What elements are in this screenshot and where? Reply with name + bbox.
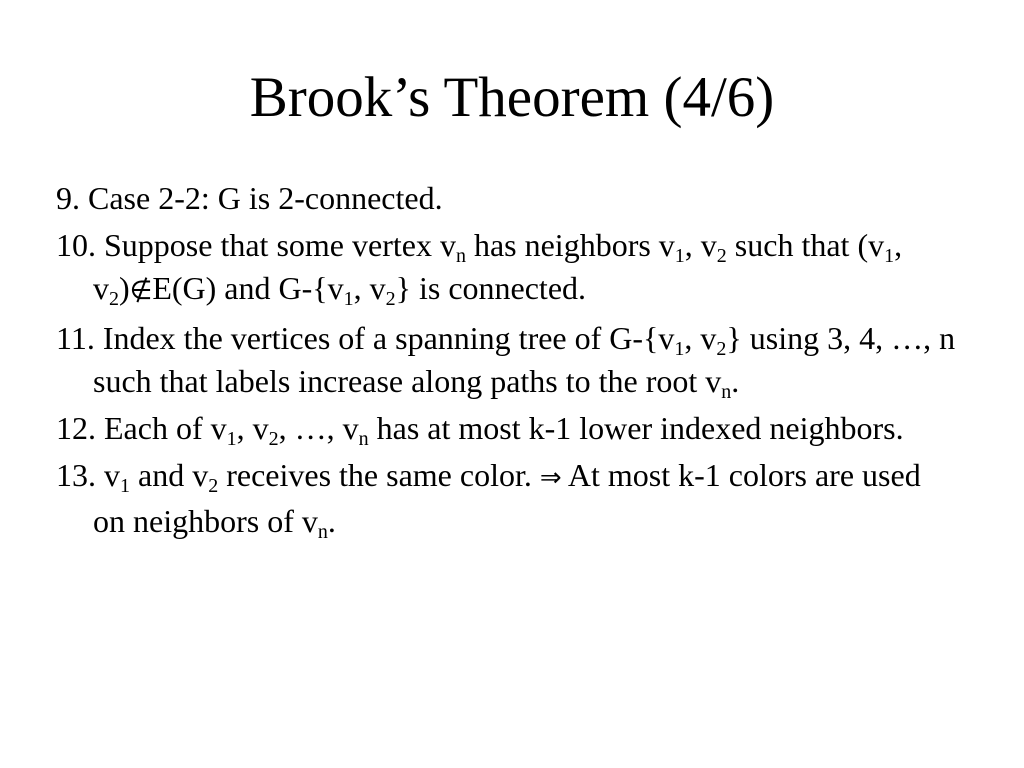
item-text: , …, v	[278, 410, 359, 446]
subscript: 2	[109, 288, 119, 310]
subscript: n	[317, 521, 328, 543]
subscript: 2	[716, 338, 727, 360]
item-text: .	[327, 503, 336, 539]
subscript: n	[721, 381, 732, 403]
subscript: 1	[884, 245, 895, 267]
item-text: such that (v	[726, 227, 885, 263]
item-text: and v	[130, 457, 209, 493]
subscript: n	[455, 245, 466, 267]
item-text: 9. Case 2-2: G is 2-connected.	[56, 180, 443, 216]
item-text: , v	[93, 227, 903, 306]
item-text: 12. Each of v	[56, 410, 227, 446]
slide-title: Brook’s Theorem (4/6)	[249, 66, 775, 129]
item-text: )	[119, 270, 130, 306]
item-text: 13. v	[56, 457, 120, 493]
item-text: , v	[684, 320, 717, 356]
list-item-10	[56, 224, 956, 313]
item-text: has neighbors v	[465, 227, 675, 263]
list-item-11	[56, 317, 956, 403]
subscript: 2	[385, 288, 396, 310]
item-text: E(G) and G-{v	[152, 270, 344, 306]
list-item-13	[56, 454, 956, 543]
list-item-12	[56, 407, 956, 450]
subscript: n	[358, 428, 369, 450]
subscript: 2	[208, 475, 219, 497]
item-text: receives the same color.	[218, 457, 540, 493]
subscript: 2	[268, 428, 279, 450]
item-text: , v	[684, 227, 717, 263]
not-element-symbol: ∉	[129, 276, 153, 306]
item-text: } is connected.	[395, 270, 587, 306]
item-text: has at most k-1 lower indexed neighbors.	[368, 410, 904, 446]
subscript: 1	[674, 338, 685, 360]
item-text: At most k-1 colors are used on neighbors of v	[93, 457, 921, 539]
subscript: 1	[343, 288, 354, 310]
item-text: } using 3, 4, …, n such that labels increase along paths to the root v	[93, 320, 956, 399]
subscript: 2	[716, 245, 727, 267]
item-text: , v	[353, 270, 386, 306]
subscript: 1	[674, 245, 685, 267]
list-item-9	[56, 177, 956, 220]
subscript: 1	[226, 428, 237, 450]
item-text: , v	[236, 410, 269, 446]
subscript: 1	[120, 475, 130, 497]
slide-body	[56, 177, 956, 547]
item-text: 10. Suppose that some vertex v	[56, 227, 456, 263]
item-text: 11. Index the vertices of a spanning tree of G-{v	[56, 320, 675, 356]
implies-arrow-icon: ⇒	[539, 463, 562, 493]
item-text: .	[731, 363, 740, 399]
